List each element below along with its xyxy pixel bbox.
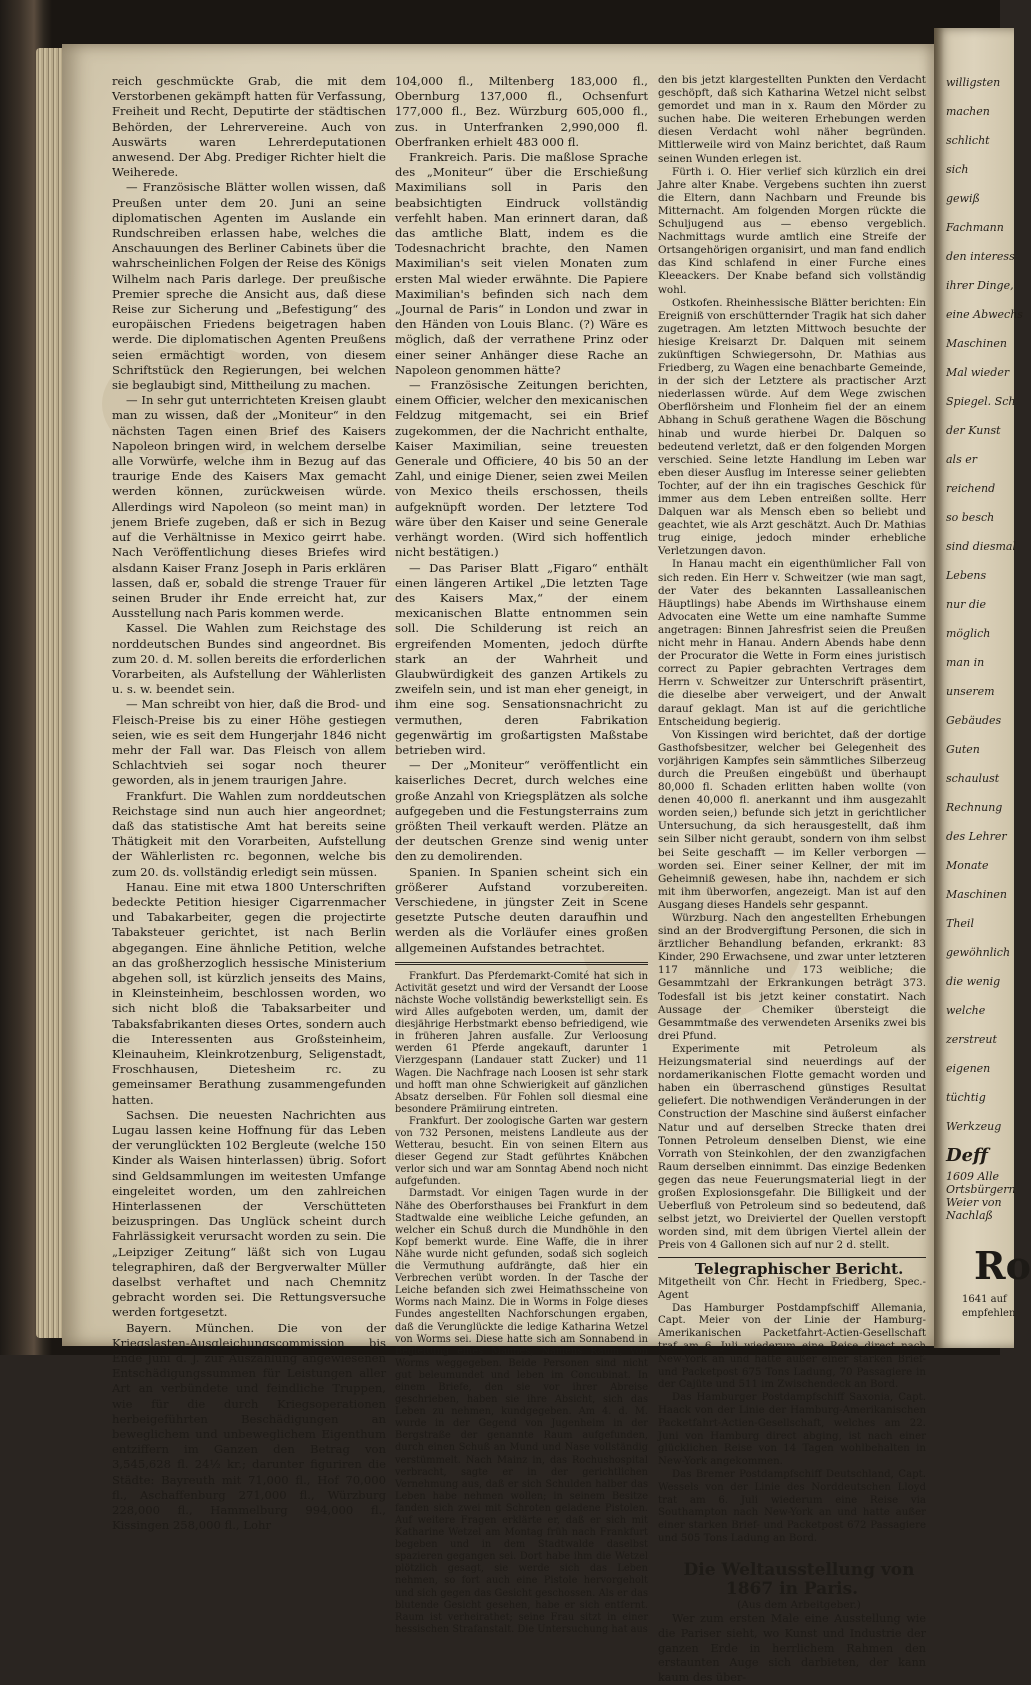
paragraph: den bis jetzt klargestellten Punkten den Verdacht geschöpft, daß sich Katharina Wetzel nicht selbst gemordet und man in x. Raum den Mörder zu suchen habe. Die weiteren Erhebungen werden diesen Verdacht wohl näher begründen. Mittlerweile wird von Mainz berichtet, daß Raum seinen Wunden erlegen ist. [658, 74, 926, 165]
adjacent-word: Rechnung [946, 801, 1003, 814]
adjacent-word: Fachmann [946, 221, 1004, 234]
adjacent-word: Spiegel. Sch [946, 395, 1016, 408]
paragraph: Das Bremer Postdampfschiff Deutschland, Capt. Wessels von der Linie des Norddeutschen Lloyd trat am 6. Juli wiederum eine Reise via Southampton nach New-York an und hatte außer einer starken Brief- und Packetpost 672 Passagiere und 505 Tons Ladung an Bord. [658, 1468, 926, 1544]
adjacent-word: Monate [946, 859, 989, 872]
paragraph: Fürth i. O. Hier verlief sich kürzlich ein drei Jahre alter Knabe. Vergebens suchten ihn zuerst die Eltern, dann Nachbarn und Freunde bis Mitternacht. Am folgenden Morgen rückte die Schuljugend aus — ebenso vergeblich. Nachmittags wurde amtlich eine Streife der Ortsangehörigen organisirt, und man fand endlich das Kind schlafend in einer Furche eines Kleeackers. Der Knabe befand sich vollständig wohl. [658, 165, 926, 296]
paragraph: Darmstadt. Vor einigen Tagen wurde in der Nähe des Oberforsthauses bei Frankfurt in dem Stadtwalde eine weibliche Leiche gefunden, an welcher ein Schuß durch die Mundhöhle in den Kopf bemerkt wurde. Eine Waffe, die in ihrer Nähe wurde nicht gefunden, sodaß sich sogleich die Vermuthung aufdrängte, daß hier ein Verbrechen verübt worden. In der Tasche der Leiche befanden sich zwei Heimathsscheine von Worms nach Mainz. Die in Worms in Folge dieses Fundes angestellten Nachforschungen ergaben, daß die Verunglückte die ledige Katharina Wetzel von Worms sei. Diese hatte sich am Sonnabend in Begleitung eines Mannes, Namens Raum, von Worms weggegeben. Beide Personen sind nicht gut beleumundet und leben im Concubinat. In einem Briefe, den sie vor ihrer Abreise geschrieben, haben sie ihre Absicht, sich das Leben zu nehmen, kundgegeben. Am 4. d. M. wurde in der Gegend von Jugenheim in der Bergstraße der genannte Raum aufgefunden, durch einen Schuß an Mund und Nase vollständig verstümmelt. Nach Mainz in, das Rochushospital verbracht, sagte er in der gerichtlichen Vernehmung aus, daß er sich Schulden halber das Leben habe nehmen wollen; in seinem Besitze fanden sich zwei mit Schroten geladene Pistolen. Auf weitere Fragen erklärte er, daß er sich mit Katharine Wetzel am Montag früh nach Frankfurt begeben und in dem Stadtwalde daselbst spazieren gegangen sei. Dort habe ihm die Wetzel plötzlich gesagt, sie werde sich das Leben nehmen, so fort auch eine Pistole hervorgeholt und sich gegen das Gesicht geschossen. Als er das blutende Gesicht gesehen, habe er sich entfernt. Raum ist verheirathet; seine Frau sitzt in einer hessischen Strafanstalt. Die Untersuchung hat aus [395, 1188, 648, 1635]
adjacent-word: 1609 Alle [946, 1170, 999, 1183]
paragraph: Kassel. Die Wahlen zum Reichstage des norddeutschen Bundes sind angeordnet. Bis zum 20. d. M. sollen bereits die erforderlichen Vorarbeiten, als Aufstellung der Wählerlisten u. s. w. beendet sein. [112, 621, 386, 697]
adjacent-word: eigenen [946, 1062, 991, 1075]
feature-heading: Die Weltausstellung von 1867 in Paris. [683, 1559, 915, 1599]
feature-source: (Aus dem Arbeitgeber.) [737, 1598, 861, 1611]
paragraph: Mitgetheilt von Chr. Hecht in Friedberg, Spec.-Agent [658, 1277, 926, 1301]
paragraph: Sachsen. Die neuesten Nachrichten aus Lugau lassen keine Hoffnung für das Leben der verunglückten 102 Bergleute (welche 150 Kinder als Waisen hinterlassen) übrig. Sofort sind Geldsammlungen im weitesten Umfange eingeleitet worden, um den zahlreichen Hinterlassenen der Verschütteten beizuspringen. Das Unglück scheint durch Fahrlässigkeit verursacht worden zu sein. Die „Leipziger Zeitung“ läßt sich von Lugau telegraphiren, daß der Bergverwalter Müller daselbst verhaftet und nach Chemnitz gebracht worden sei. Die Rettungsversuche werden fortgesetzt. [112, 1107, 386, 1320]
adjacent-word: Gebäudes [946, 714, 1002, 727]
paragraph: Würzburg. Nach den angestellten Erhebungen sind an der Brodvergiftung Personen, die sich in ärztlicher Behandlung befanden, erkrankt: 83 Kinder, 290 Erwachsene, und zwar unter letzteren 117 männliche und 173 weibliche; die Gesammtzahl der Erkrankungen beträgt 373. Todesfall ist bis jetzt keiner constatirt. Nach Aussage der Chemiker übersteigt die Gesammtmaße des verwendeten Arseniks zwei bis drei Pfund. [658, 912, 926, 1042]
adjacent-page-footer [962, 1293, 1015, 1321]
adjacent-word: des Lehrer [946, 830, 1007, 843]
paragraph: — Französische Blätter wollen wissen, daß Preußen unter dem 20. Juni an seine diplomatischen Agenten im Auslande ein Rundschreiben erlassen habe, welches die Anschauungen des Berliner Cabinets über die wahrscheinlichen Folgen der Reise des Königs Wilhelm nach Paris darlege. Der preußische Premier spreche die Ansicht aus, daß diese Reise zur Sicherung und „Befestigung“ des europäischen Friedens beigetragen haben werde. Die diplomatischen Agenten Preußens seien ermächtigt worden, von diesem Schriftstück den Regierungen, bei welchen sie beglaubigt sind, Mittheilung zu machen. [112, 180, 386, 393]
adjacent-line: empfehlen [962, 1308, 1016, 1319]
paragraph: Hanau. Eine mit etwa 1800 Unterschriften bedeckte Petition hiesiger Cigarrenmacher und Tabakarbeiter, gegen die projectirte Tabaksteuer gerichtet, ist nach Berlin abgegangen. Eine ähnliche Petition, welche an das großherzoglich hessische Ministerium abgehen soll, ist kürzlich jenseits des Mains, in Kleinsteinheim, beschlossen worden, wo sich nicht bloß die Tabaksarbeiter und Tabaksfabrikanten dieses Ortes, sondern auch die Interessenten aus Großsteinheim, Kleinauheim, Kleinkrotzenburg, Seligenstadt, Froschhausen, Dietesheim rc. zu gemeinsamer Berathung zusammengefunden hatten. [112, 879, 386, 1107]
adjacent-word: zerstreut [946, 1033, 997, 1046]
adjacent-page [934, 28, 1031, 1348]
adjacent-word: schlicht [946, 134, 990, 147]
adjacent-word: sich [946, 163, 969, 176]
paragraph: — Das Pariser Blatt „Figaro“ enthält einen längeren Artikel „Die letzten Tage des Kaisers Max,“ der einem mexicanischen Blatte entnommen sein soll. Die Schilderung ist reich an ergreifenden Momenten, jedoch dürfte stark an der Wahrheit und Glaubwürdigkeit des ganzen Artikels zu zweifeln sein, und ist man eher geneigt, in ihm eine sog. Sensationsnachricht zu vermuthen, deren Fabrikation gegenwärtig im großartigsten Maßstabe betrieben wird. [395, 560, 648, 757]
adjacent-word: ihrer Dinge, [946, 279, 1014, 292]
paragraph: Frankfurt. Die Wahlen zum norddeutschen Reichstage sind nun auch hier angeordnet; daß das statistische Amt hat bereits seine Thätigkeit mit den Vorarbeiten, Aufstellung der Wählerlisten rc. begonnen, welche bis zum 20. ds. vollständig erledigt sein müssen. [112, 788, 386, 879]
paragraph: reich geschmückte Grab, die mit dem Verstorbenen gekämpft hatten für Verfassung, Freiheit und Recht, Deputirte der städtischen Behörden, der Lehrervereine. Auch von Auswärts waren Lehrerdeputationen anwesend. Der Abg. Prediger Richter hielt die Weiherede. [112, 74, 386, 180]
adjacent-word: nur die [946, 598, 986, 611]
paragraph: Wer zum ersten Male eine Ausstellung wie die Pariser sieht, wo Kunst und Industrie der ganzen Erde in herrlichem Rahmen den erstaunten Auge sich darbieten, der kann kaum des über- [658, 1612, 926, 1684]
adjacent-word: welche [946, 1004, 986, 1017]
adjacent-word: Weier von [946, 1196, 1002, 1209]
adjacent-word: Mal wieder [946, 366, 1010, 379]
adjacent-word: Ortsbürgern [946, 1183, 1016, 1196]
adjacent-word: unserem [946, 685, 995, 698]
paragraph: — Französische Zeitungen berichten, einem Officier, welcher den mexicanischen Feldzug mitgemacht, sei ein Brief zugekommen, der die Nachricht enthalte, Kaiser Maximilian, seine treuesten Generale und Officiere, 40 bis 50 an der Zahl, und einige Diener, seien zwei Meilen von Mexico theils erschossen, theils aufgeknüpft worden. Der letztere Tod wäre über den Kaiser und seine Generale verhängt worden. (Wird sich hoffentlich nicht bestätigen.) [395, 378, 648, 560]
adjacent-word: reichend [946, 482, 996, 495]
adjacent-word: Deff [946, 1145, 988, 1166]
paragraph: 104,000 fl., Miltenberg 183,000 fl., Obernburg 137,000 fl., Ochsenfurt 177,000 fl., Bez. Würzburg 605,000 fl., zus. in Unterfranken 2,990,000 fl. Oberfranken erhielt 483 000 fl. [395, 74, 648, 149]
telegraph-report [658, 1277, 926, 1546]
paragraph: Frankfurt. Der zoologische Garten war gestern von 732 Personen, meistens Landleute aus der Wetterau, besucht. Ein von seinen Eltern aus dieser Gegend zur Stadt geführtes Knäbchen verlor sich und war am Sonntag Abend noch nicht aufgefunden. [395, 1115, 648, 1188]
column-3 [658, 74, 926, 1685]
paragraph: Das Hamburger Postdampfschiff Allemania, Capt. Meier von der Linie der Hamburg-Amerikanischen Packetfahrt-Actien-Gesellschaft traf am 6. Juli wiederum eine Reise direct nach New-York an und hatte außer einer starken Brief- und Packetpost 675 Tons Ladung, 70 Passagiere in der Cajüte und 511 im Zwischendeck an Bord. [658, 1302, 926, 1391]
regional-news [658, 74, 926, 1252]
adjacent-word: so besch [946, 511, 995, 524]
paragraph: In Hanau macht ein eigenthümlicher Fall von sich reden. Ein Herr v. Schweitzer (wie man sagt, der Vater des bekannten Lassalleanischen Häuptlings) habe Abends im Wirthshause einem Advocaten eine Wette um eine namhafte Summe angetragen: Binnen Jahresfrist seien die Preußen nicht mehr in Hanau. Andern Abends habe denn der Procurator die Wette in Form eines juristisch correct zu Papier gebrachten Vertrages dem Herrn v. Schweitzer zur Unterschrift präsentirt, die dieselbe aber verweigert, und der Anwalt darauf geklagt. Man ist auf die gerichtliche Entscheidung begierig. [658, 558, 926, 728]
adjacent-word: möglich [946, 627, 991, 640]
adjacent-word: machen [946, 105, 990, 118]
paragraph: Das Hamburger Postdampfschiff Saxonia, Capt. Haack von der Linie der Hamburg-Amerikanischen Packetfahrt-Actien-Gesellschaft, welches am 22. Juni von Hamburg direct abging, ist nach einer glücklichen Reise von 14 Tagen wohlbehalten in New-York angekommen. [658, 1392, 926, 1468]
paragraph: — In sehr gut unterrichteten Kreisen glaubt man zu wissen, daß der „Moniteur“ in den nächsten Tagen einen Brief des Kaisers Napoleon bringen wird, in welchem derselbe alle Vorwürfe, welche ihm in Bezug auf das traurige Ende des Kaisers Max gemacht werden können, zurückweisen würde. Allerdings wird Napoleon (so meint man) in jenem Briefe zugeben, daß er sich in Bezug auf die Verhältnisse in Mexico geirrt habe. Nach Veröffentlichung dieses Briefes wird alsdann Kaiser Franz Joseph in Paris erklären lassen, daß er, sobald die strenge Trauer für seinen Bruder ihr Ende erreicht hat, zur Ausstellung nach Paris kommen werde. [112, 393, 386, 621]
adjacent-word: tüchtig [946, 1091, 986, 1104]
adjacent-page-text [946, 68, 1023, 1222]
telegraph-heading: Telegraphischer Bericht. [694, 1260, 904, 1279]
section-divider [658, 1552, 926, 1555]
adjacent-word: gewiß [946, 192, 980, 205]
adjacent-word: Guten [946, 743, 980, 756]
adjacent-word: als er [946, 453, 977, 466]
adjacent-page-heading: Ro [974, 1243, 1031, 1288]
paragraph: Experimente mit Petroleum als Heizungsmaterial sind neuerdings auf der nordamerikanischen Flotte gemacht worden und haben ein überraschend günstiges Resultat geliefert. Die nothwendigen Veränderungen in der Construction der Maschine sind äußerst einfacher Natur und auf derselben Strecke thaten drei Tonnen Petroleum denselben Dienst, wie eine Vorrath von Steinkohlen, der den zwanzigfachen Raum derselben einnimmt. Das einzige Bedenken gegen das neue Feuerungsmaterial liegt in der großen Explosionsgefahr. Die Billigkeit und der Ueberfluß von Petroleum sind so bedeutend, daß selbst jetzt, wo Dreiviertel der Quellen verstopft worden sind, mit dem übrigen Viertel allein der Preis von 4 Gallonen sich auf nur 2 d. stellt. [658, 1042, 926, 1252]
adjacent-word: Maschinen [946, 888, 1007, 901]
paragraph: Spanien. In Spanien scheint sich ein größerer Aufstand vorzubereiten. Verschiedene, in jüngster Zeit in Scene gesetzte Putsche deuten daraufhin und werden als die Vorläufer eines großen allgemeinen Aufstandes betrachtet. [395, 864, 648, 955]
adjacent-word: Nachlaß [946, 1209, 993, 1222]
adjacent-word: gewöhnlich [946, 946, 1011, 959]
adjacent-word: sind diesmal [946, 540, 1017, 553]
paragraph: — Der „Moniteur“ veröffentlicht ein kaiserliches Decret, durch welches eine große Anzahl von Kriegsplätzen als solche aufgegeben und die Festungsterrains zum größten Theil verkauft werden. Plätze an der deutschen Grenze sind wenig unter den zu demolirenden. [395, 758, 648, 864]
paragraph: Von Kissingen wird berichtet, daß der dortige Gasthofsbesitzer, welcher bei Gelegenheit des vorjährigen Kampfes sein sämmtliches Silberzeug durch die Preußen eingebüßt und überhaupt 80,000 fl. Schaden erlitten haben wollte (von denen 40,000 fl. anerkannt und ihm ausgezahlt worden seien,) befunde sich jetzt in gerichtlicher Untersuchung, da sich herausgestellt, daß ihm sein Silber nicht geraubt, sondern von ihm selbst bei Seite geschafft — im Keller verborgen — worden sei. Einer seiner Kellner, der mit im Geheimniß gewesen, habe ihn, nachdem er sich mit ihm überworfen, angezeigt. Man ist auf den Ausgang dieses Handels sehr gespannt. [658, 728, 926, 911]
adjacent-word: der Kunst [946, 424, 1001, 437]
section-divider [658, 1257, 926, 1258]
adjacent-word: Werkzeug [946, 1120, 1002, 1133]
paragraph: — Man schreibt von hier, daß die Brod- und Fleisch-Preise bis zu einer Höhe gestiegen seien, wie es seit dem Hungerjahr 1846 nicht mehr der Fall war. Das Fleisch von allem Schlachtvieh sei sogar noch theurer geworden, als in jenem traurigen Jahre. [112, 697, 386, 788]
section-divider [395, 962, 648, 965]
adjacent-word: willigsten [946, 76, 1001, 89]
adjacent-word: die wenig [946, 975, 1001, 988]
adjacent-word: Maschinen [946, 337, 1007, 350]
paragraph: Bayern. München. Die von der Kriegslasten-Ausgleichungscommission bis Ende Juni d. J. zur Auszahlung angewiesenen Entschädigungssummen für Leistungen aller Art an verbündete und feindliche Truppen, wie für die durch Kriegsoperationen herbeigeführten Beschädigungen an beweglichem und unbeweglichem Eigenthum entziffern im Ganzen den Betrag von 3,545,628 fl. 24½ kr.; darunter figuriren die Städte: Bayreuth mit 71,000 fl., Hof 70,000 fl., Aschaffenburg 271,000 fl., Würzburg 228,000 fl., Hammelburg 994,000 fl., Kissingen 258,000 fl., Lohr [112, 1320, 386, 1533]
adjacent-word: Lebens [946, 569, 987, 582]
adjacent-line: 1641 auf [962, 1294, 1007, 1305]
adjacent-word: Theil [946, 917, 974, 930]
local-news [395, 971, 648, 1636]
column-1 [112, 74, 386, 1534]
paragraph: Frankfurt. Das Pferdemarkt-Comité hat sich in Activität gesetzt und wird der Versandt der Loose nächste Woche vollständig bewerkstelligt sein. Es wird Alles aufgeboten werden, um, damit der diesjährige Herbstmarkt ebenso befriedigend, wie in früheren Jahren ausfalle. Zur Verloosung werden 61 Pferde angekauft, darunter 1 Vierzgespann (Landauer statt Zucker) und 11 Wagen. Die Nachfrage nach Loosen ist sehr stark und hofft man ohne Schwierigkeit auf gänzlichen Absatz derselben. Für Fohlen soll diesmal eine besondere Prämiirung eintreten. [395, 970, 648, 1115]
paragraph: Ostkofen. Rheinhessische Blätter berichten: Ein Ereigniß von erschütternder Tragik hat sich daher zugetragen. Am letzten Mittwoch besuchte der hiesige Kreisarzt Dr. Dalquen mit seinem zukünftigen Schwiegersohn, Dr. Mathias aus Friedberg, zu Wagen eine benachbarte Gemeinde, in der sich der Letztere als practischer Arzt niederlassen würde. Auf dem Wege zwischen Oberflörsheim und Flonheim fiel der an einem Abhang in Schuß gerathene Wagen die Böschung hinab und wurde hierbei Dr. Dalquen so bedeutend verletzt, daß er den folgenden Morgen verschied. Seine letzte Handlung im Leben war eben dieser Ausflug im Interesse seiner geliebten Tochter, auf der ihn ein tragisches Geschick für immer aus dem Leben entreißen sollte. Herr Dalquen war als Mensch eben so beliebt und geachtet, wie als Arzt geschätzt. Auch Dr. Mathias trug einige, jedoch minder erhebliche Verletzungen davon. [658, 296, 926, 558]
paragraph: Frankreich. Paris. Die maßlose Sprache des „Moniteur“ über die Erschießung Maximilians soll in Paris den beabsichtigten Eindruck vollständig verfehlt haben. Man erinnert daran, daß das amtliche Blatt, indem es die Todesnachricht brachte, den Namen Maximilian's seit vielen Monaten zum ersten Mal wieder erwähnte. Die Papiere Maximilian's befinden sich nach dem „Journal de Paris“ in London und zwar in den Händen von Louis Blanc. (?) Wäre es möglich, daß der verrathene Prinz oder einer seiner Anhänger diese Rache an Napoleon genommen hätte? [395, 150, 648, 377]
column-2 [395, 74, 648, 1636]
adjacent-word: schaulust [946, 772, 1000, 785]
adjacent-word: man in [946, 656, 985, 669]
adjacent-word: den interess [946, 250, 1015, 263]
adjacent-word: eine Abwechs [946, 308, 1023, 321]
